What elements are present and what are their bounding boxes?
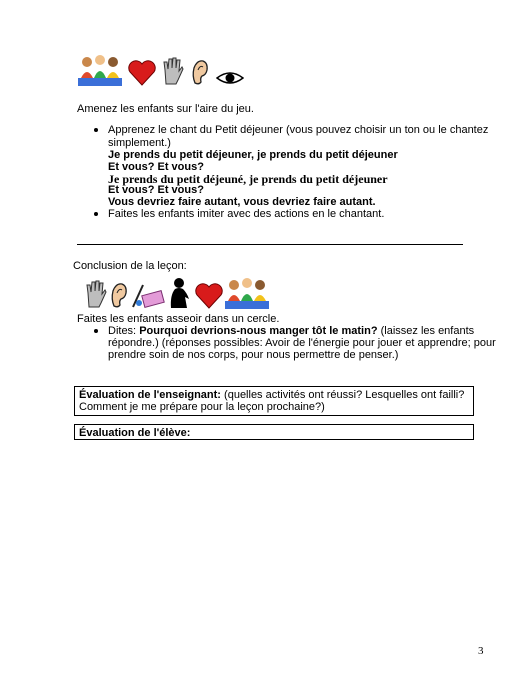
- student-evaluation-label: Évaluation de l'élève:: [79, 427, 191, 439]
- praying-person-icon: [167, 277, 193, 312]
- bullet1-line1: Apprenez le chant du Petit déjeuner (vous pouvez choisir un ton ou le chantez: [108, 124, 489, 136]
- bullet2-text: Faites les enfants imiter avec des actions en le chantant.: [108, 208, 385, 220]
- song-line-3: Je prends du petit déjeuné, je prends du petit déjeuner: [108, 172, 388, 186]
- student-evaluation-box: [74, 424, 474, 440]
- hand-icon: [162, 56, 184, 89]
- song-line-2: Et vous? Et vous?: [108, 161, 204, 173]
- teacher-evaluation-text1: (quelles activités ont réussi? Lesquelles ont failli?: [220, 389, 465, 401]
- conclusion-bullet-line2: répondre.) (réponses possibles: Avoir de l'énergie pour jouer et apprendre; pour: [108, 337, 496, 349]
- song-line-4: Et vous? Et vous?: [108, 184, 204, 196]
- children-group-icon: [225, 277, 269, 312]
- bullet-marker: [94, 212, 98, 216]
- children-group-icon: [78, 54, 122, 89]
- conclusion-question: Pourquoi devrions-nous manger tôt le matin?: [139, 325, 378, 337]
- teacher-evaluation-box: [74, 386, 474, 416]
- section2-icon-row: [85, 277, 269, 312]
- dites-prefix: Dites:: [108, 325, 140, 337]
- bullet1-line2: simplement.): [108, 137, 171, 149]
- conclusion-bullet-rest: (laissez les enfants: [377, 325, 475, 337]
- conclusion-heading: Conclusion de la leçon:: [73, 260, 187, 272]
- eye-icon: [216, 70, 244, 89]
- bullet-marker: [94, 329, 98, 333]
- section1-icon-row: [78, 54, 244, 89]
- conclusion-bullet-line3: prendre soin de nos corps, pour nous permettre de penser.): [108, 349, 399, 361]
- page-number: 3: [478, 645, 484, 657]
- section2-intro: Faites les enfants asseoir dans un cercle.: [77, 313, 280, 325]
- section1-intro: Amenez les enfants sur l'aire du jeu.: [77, 103, 254, 115]
- bullet-marker: [94, 128, 98, 132]
- teacher-evaluation-text2: Comment je me prépare pour la leçon prochaine?): [79, 401, 325, 413]
- song-line-5: Vous devriez faire autant, vous devriez faire autant.: [108, 196, 376, 208]
- teacher-evaluation-label: Évaluation de l'enseignant:: [79, 389, 221, 401]
- hand-icon: [85, 279, 107, 312]
- heart-icon: [195, 283, 223, 312]
- ear-icon: [109, 281, 129, 312]
- song-line-1: Je prends du petit déjeuner, je prends du petit déjeuner: [108, 149, 398, 161]
- crafts-icon: [131, 281, 165, 312]
- horizontal-divider: [77, 244, 463, 245]
- ear-icon: [190, 58, 210, 89]
- conclusion-bullet-line1: [108, 325, 474, 337]
- heart-icon: [128, 60, 156, 89]
